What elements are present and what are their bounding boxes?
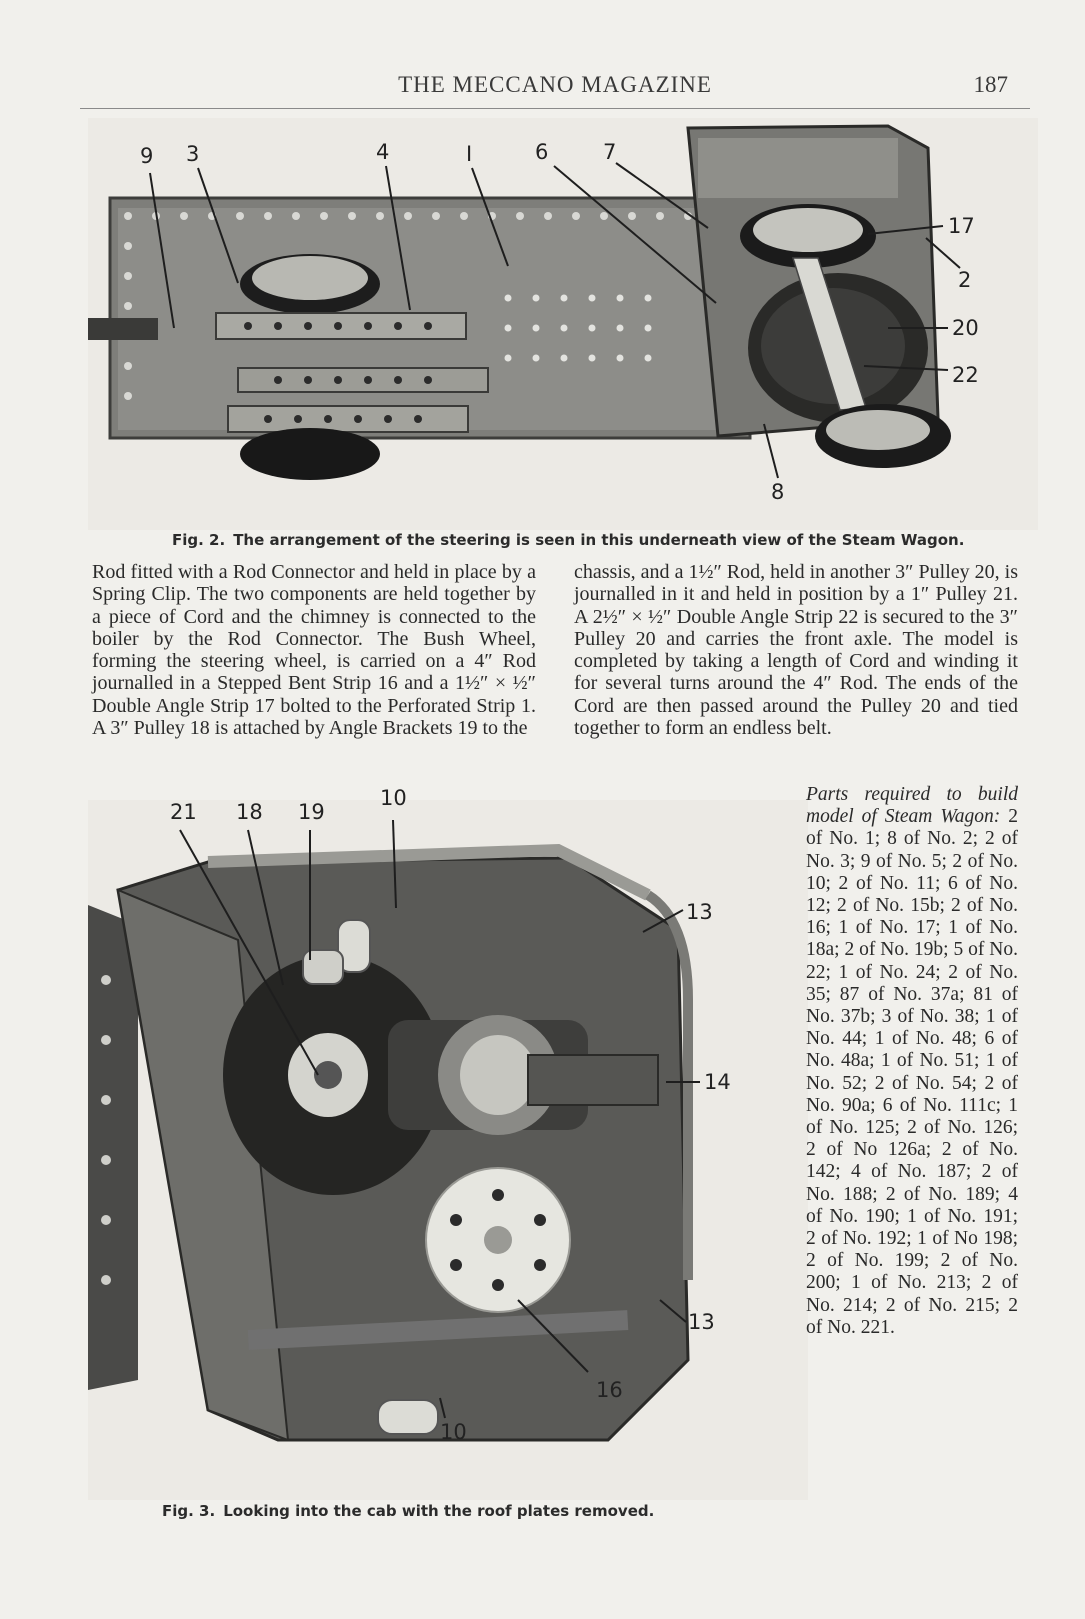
header-rule — [80, 108, 1030, 109]
callout-10-bottom: 10 — [440, 1420, 467, 1444]
figure-2-number: Fig. 2. — [172, 531, 226, 549]
figure-3-caption-text: Looking into the cab with the roof plates removed. — [223, 1502, 655, 1520]
page-header — [80, 72, 1030, 108]
left-text-column — [92, 561, 536, 739]
figure-3-photo — [88, 786, 808, 1500]
figure-2-caption — [172, 531, 964, 549]
callout-22: 22 — [952, 363, 979, 387]
figure-3-caption — [162, 1502, 654, 1520]
callout-19: 19 — [298, 800, 325, 824]
callout-20: 20 — [952, 316, 979, 340]
callout-16: 16 — [596, 1378, 623, 1402]
callout-13-bottom: 13 — [688, 1310, 715, 1334]
figure-3-number: Fig. 3. — [162, 1502, 216, 1520]
parts-list-items: 2 of No. 1; 8 of No. 2; 2 of No. 3; 9 of No. 5; 2 of No. 10; 2 of No. 11; 6 of No. 12; 2 of No. 15b; 2 of No. 16; 1 of No. 17; 1 of No. 18a; 2 of No. 19b; 5 of No. 22; 1 of No. 24; 2 of No. 35; 87 of No. 37a; 81 of No. 37b; 3 of No. 38; 1 of No. 44; 1 of No. 48; 6 of No. 48a; 1 of No. 51; 1 of No. 52; 2 of No. 54; 2 of No. 90a; 6 of No. 111c; 1 of No. 125; 2 of No. 126; 2 of No 126a; 2 of No. 142; 4 of No. 187; 2 of No. 188; 2 of No. 189; 4 of No. 190; 1 of No. 191; 2 of No. 192; 1 of No 198; 2 of No. 199; 2 of No. 200; 1 of No. 213; 2 of No. 214; 2 of No. 215; 2 of No. 221. — [806, 806, 1018, 1338]
callout-10-top: 10 — [380, 786, 407, 810]
right-column-paragraph: chassis, and a 1½″ Rod, held in another 3″ Pulley 20, is journalled in it and held in position by a 1″ Pulley 21. A 2½″ × ½″ Double Angle Strip 22 is secured to the 3″ Pulley 20 and carries the front axle. The model is completed by taking a length of Cord and winding it for several turns around the 4″ Rod. The ends of the Cord are then passed around the Pulley 20 and tied together to form an endless belt. — [574, 561, 1018, 740]
magazine-title: THE MECCANO MAGAZINE — [398, 72, 712, 97]
callout-7: 7 — [603, 140, 617, 164]
left-column-paragraph: Rod fitted with a Rod Connector and held in place by a Spring Clip. The two components are held together by a piece of Cord and the chimney is connected to the boiler by the Rod Connector. The Bush Wheel, forming the steering wheel, is carried on a 4″ Rod journalled in a Stepped Bent Strip 16 and a 1½″ × ½″ Double Angle Strip 17 bolted to the Perforated Strip 1. A 3″ Pulley 18 is attached by Angle Brackets 19 to the — [92, 561, 536, 740]
callout-6: 6 — [535, 140, 549, 164]
callout-9: 9 — [140, 144, 154, 168]
callout-8: 8 — [771, 480, 785, 504]
figure-2-photo — [88, 118, 1038, 530]
callout-4: 4 — [376, 140, 390, 164]
callout-17: 17 — [948, 214, 975, 238]
callout-2: 2 — [958, 268, 972, 292]
callout-21: 21 — [170, 800, 197, 824]
parts-list-lead: Parts required to build model of Steam Wagon: — [806, 784, 1018, 828]
callout-3: 3 — [186, 142, 200, 166]
figure-2-caption-text: The arrangement of the steering is seen in this underneath view of the Steam Wagon. — [233, 531, 965, 549]
parts-list-paragraph — [806, 784, 1018, 1339]
right-text-column — [574, 561, 1018, 739]
callout-1: I — [466, 142, 473, 166]
parts-list — [806, 784, 1018, 1339]
page-number: 187 — [973, 72, 1008, 97]
callout-13-top: 13 — [686, 900, 713, 924]
steam-wagon-underside-photo — [88, 118, 1038, 530]
callout-14: 14 — [704, 1070, 731, 1094]
callout-18: 18 — [236, 800, 263, 824]
